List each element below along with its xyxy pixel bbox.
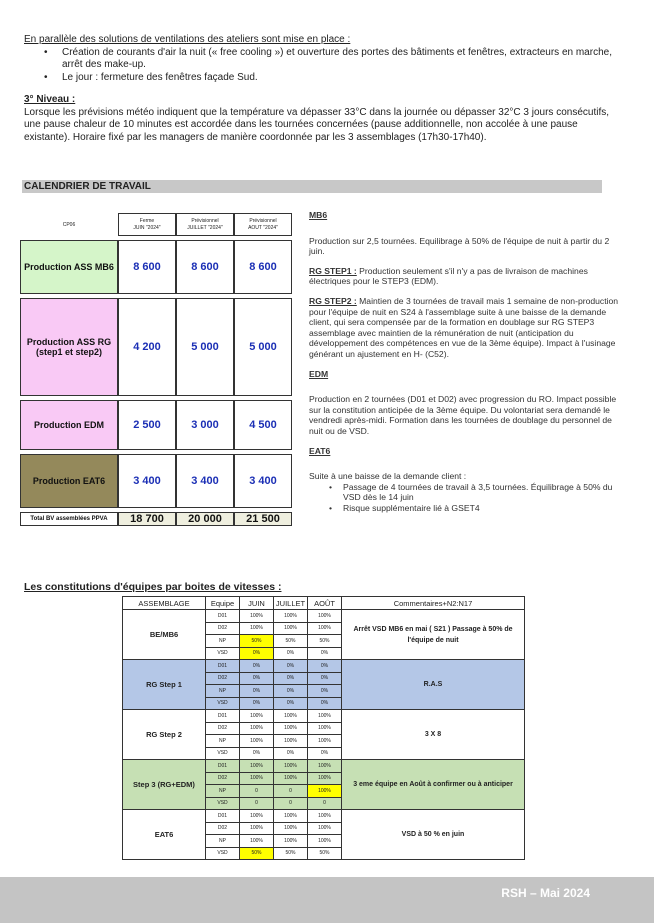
team-percent: 0 xyxy=(240,797,274,810)
production-value: 5 000 xyxy=(234,298,292,396)
production-header-row xyxy=(20,213,292,236)
team-percent: 0% xyxy=(308,660,342,673)
team-percent: 100% xyxy=(308,622,342,635)
team-percent: 100% xyxy=(274,772,308,785)
month-header-type: Ferme xyxy=(139,217,155,224)
team-percent: 100% xyxy=(308,735,342,748)
team-percent: 0% xyxy=(240,697,274,710)
team-comment: VSD à 50 % en juin xyxy=(342,810,525,860)
header-aout: AOÛT xyxy=(308,597,342,610)
production-value: 8 600 xyxy=(234,240,292,294)
team-row xyxy=(123,810,525,823)
production-value: 8 600 xyxy=(118,240,176,294)
team-percent: 100% xyxy=(274,810,308,823)
team-code: VSD xyxy=(206,647,240,660)
rg-step2-label: RG STEP2 : xyxy=(309,295,357,306)
intro-section xyxy=(24,34,624,144)
production-value: 4 200 xyxy=(118,298,176,396)
production-row-label: Production EDM xyxy=(20,400,118,450)
production-row xyxy=(20,240,292,294)
edm-text: Production en 2 tournées (D01 et D02) avec progression du RO. Impact possible sur la constitution anticipée de la 3ème équipe. Du volontariat sera demandé le vendredi après-midi. Formation dans les tournées de doublage du personnel de nuit ou de VSD. xyxy=(309,394,617,436)
team-percent: 100% xyxy=(240,822,274,835)
rg-step1-label: RG STEP1 : xyxy=(309,265,357,276)
eat6-bullet: • Risque supplémentaire lié à GSET4 xyxy=(329,503,621,514)
level-text: Lorsque les prévisions météo indiquent que la température va dépasser 33°C dans la journée ou dépasser 32°C 3 jours consécutifs, une pause chaleur de 10 minutes est accordée dans les tournées concernées (pause additionnelle, non accolée à une pause existante). Horaire fixé par les managers de manière coordonnée par les 3 assemblages (17h30-17h40). xyxy=(24,106,610,143)
production-value: 3 400 xyxy=(176,454,234,508)
team-percent: 100% xyxy=(274,610,308,623)
month-header-month: JUILLET "2024" xyxy=(187,224,223,231)
team-code: NP xyxy=(206,735,240,748)
team-percent: 100% xyxy=(240,810,274,823)
team-percent: 50% xyxy=(308,847,342,860)
team-percent: 50% xyxy=(274,847,308,860)
team-percent: 50% xyxy=(240,635,274,648)
production-value: 3 400 xyxy=(234,454,292,508)
team-code: D02 xyxy=(206,722,240,735)
teams-table xyxy=(122,596,525,860)
rg-step1-text: Production seulement s'il n'y a pas de livraison de machines électriques pour le STEP3 (EDM). xyxy=(309,265,588,287)
total-label: Total BV assemblées PPVA xyxy=(20,512,118,526)
team-percent: 50% xyxy=(240,847,274,860)
team-percent: 50% xyxy=(308,635,342,648)
eat6-bullets xyxy=(329,482,621,514)
intro-bullet: • Création de courants d'air la nuit (« free cooling ») et ouverture des portes des bâtiments et fenêtres, extracteurs en marche, arrêt des make-up. xyxy=(44,47,624,72)
total-row xyxy=(20,512,292,526)
team-percent: 100% xyxy=(274,835,308,848)
eat6-bullet: • Passage de 4 tournées de travail à 3,5 tournées. Équilibrage à 50% du VSD dès le 14 juin xyxy=(329,482,621,503)
team-percent: 0% xyxy=(240,672,274,685)
month-header-type: Prévisionnel xyxy=(191,217,219,224)
team-percent: 100% xyxy=(308,760,342,773)
team-percent: 100% xyxy=(240,622,274,635)
calendar-title: CALENDRIER DE TRAVAIL xyxy=(22,180,602,193)
header-juillet: JUILLET xyxy=(274,597,308,610)
production-value: 4 500 xyxy=(234,400,292,450)
team-comment: R.A.S xyxy=(342,660,525,710)
month-header-type: Prévisionnel xyxy=(249,217,277,224)
mb6-text: Production sur 2,5 tournées. Equilibrage à 50% de l'équipe de nuit à partir du 2 juin. xyxy=(309,235,610,257)
team-code: D01 xyxy=(206,810,240,823)
month-header-month: JUIN "2024" xyxy=(133,224,161,231)
team-percent: 0% xyxy=(308,747,342,760)
production-value: 3 000 xyxy=(176,400,234,450)
production-table xyxy=(20,213,292,526)
team-percent: 100% xyxy=(240,735,274,748)
edm-title: EDM xyxy=(309,368,329,379)
team-row xyxy=(123,660,525,673)
header-juin: JUIN xyxy=(240,597,274,610)
team-percent: 100% xyxy=(274,622,308,635)
team-percent: 0 xyxy=(308,797,342,810)
team-percent: 0% xyxy=(240,685,274,698)
month-header xyxy=(176,213,234,236)
intro-bullet: • Le jour : fermeture des fenêtres façade Sud. xyxy=(44,72,624,85)
level-title: 3° Niveau : xyxy=(24,94,76,105)
team-percent: 100% xyxy=(308,610,342,623)
team-percent: 100% xyxy=(274,710,308,723)
production-value: 8 600 xyxy=(176,240,234,294)
team-comment: Arrêt VSD MB6 en mai ( S21 ) Passage à 50% de l'équipe de nuit xyxy=(342,610,525,660)
assemblage-name: RG Step 2 xyxy=(123,710,206,760)
team-percent: 100% xyxy=(240,772,274,785)
team-percent: 100% xyxy=(274,722,308,735)
team-percent: 0% xyxy=(308,697,342,710)
team-percent: 100% xyxy=(308,822,342,835)
teams-header-row xyxy=(123,597,525,610)
team-percent: 0 xyxy=(274,797,308,810)
production-value: 3 400 xyxy=(118,454,176,508)
team-percent: 100% xyxy=(240,722,274,735)
footer-text: RSH – Mai 2024 xyxy=(501,886,590,900)
team-percent: 0% xyxy=(308,685,342,698)
team-percent: 0% xyxy=(240,747,274,760)
team-code: D01 xyxy=(206,710,240,723)
header-assemblage: ASSEMBLAGE xyxy=(123,597,206,610)
assemblage-name: Step 3 (RG+EDM) xyxy=(123,760,206,810)
team-percent: 0% xyxy=(274,672,308,685)
team-row xyxy=(123,610,525,623)
team-percent: 100% xyxy=(274,822,308,835)
notes-column xyxy=(309,210,621,513)
intro-bullets xyxy=(44,47,624,85)
team-percent: 100% xyxy=(308,772,342,785)
team-percent: 0 xyxy=(274,785,308,798)
team-percent: 100% xyxy=(240,710,274,723)
rg-step2-note xyxy=(309,296,621,360)
team-code: NP xyxy=(206,785,240,798)
month-header xyxy=(234,213,292,236)
team-percent: 0% xyxy=(274,685,308,698)
team-code: VSD xyxy=(206,847,240,860)
corner-label: CP06 xyxy=(62,221,76,228)
team-code: NP xyxy=(206,635,240,648)
production-row xyxy=(20,298,292,396)
team-code: VSD xyxy=(206,747,240,760)
assemblage-name: BE/MB6 xyxy=(123,610,206,660)
total-value: 20 000 xyxy=(176,512,234,526)
total-value: 21 500 xyxy=(234,512,292,526)
team-comment: 3 eme équipe en Août à confirmer ou à anticiper xyxy=(342,760,525,810)
team-code: NP xyxy=(206,685,240,698)
team-percent: 100% xyxy=(240,835,274,848)
assemblage-name: EAT6 xyxy=(123,810,206,860)
team-percent: 50% xyxy=(274,635,308,648)
team-percent: 0% xyxy=(274,697,308,710)
team-percent: 0% xyxy=(308,647,342,660)
production-row-label: Production ASS MB6 xyxy=(20,240,118,294)
team-percent: 0% xyxy=(274,647,308,660)
team-percent: 100% xyxy=(308,722,342,735)
team-code: D01 xyxy=(206,760,240,773)
team-code: VSD xyxy=(206,697,240,710)
team-code: D01 xyxy=(206,610,240,623)
header-commentaires: Commentaires+N2:N17 xyxy=(342,597,525,610)
team-code: D01 xyxy=(206,660,240,673)
team-percent: 100% xyxy=(308,835,342,848)
team-code: D02 xyxy=(206,672,240,685)
production-value: 5 000 xyxy=(176,298,234,396)
footer xyxy=(0,877,654,923)
team-percent: 0% xyxy=(274,660,308,673)
team-percent: 0 xyxy=(240,785,274,798)
production-row-label: Production ASS RG (step1 et step2) xyxy=(20,298,118,396)
rg-step2-text: Maintien de 3 tournées de travail mais 1 semaine de non-production pour l'équipe de nuit en S24 à l'assemblage suite à une baisse de la demande client, qui sera compensée par de la formation en doublage sur RG STEP3 assemblage avec maintien de la rémunération de nuit (anticipation du développement des compétences en vue de la 3ème équipe). Impact à l'usinage générant un ajustement en H- (C52). xyxy=(309,295,619,359)
month-header-month: AOUT "2024" xyxy=(248,224,278,231)
month-header xyxy=(118,213,176,236)
team-code: VSD xyxy=(206,797,240,810)
teams-title: Les constitutions d'équipes par boites de vitesses : xyxy=(24,581,282,593)
total-value: 18 700 xyxy=(118,512,176,526)
team-percent: 0% xyxy=(308,672,342,685)
team-percent: 100% xyxy=(308,710,342,723)
team-code: D02 xyxy=(206,822,240,835)
team-percent: 0% xyxy=(240,647,274,660)
team-percent: 0% xyxy=(274,747,308,760)
production-value: 2 500 xyxy=(118,400,176,450)
team-percent: 100% xyxy=(240,760,274,773)
team-percent: 0% xyxy=(240,660,274,673)
team-percent: 100% xyxy=(308,810,342,823)
header-equipe: Equipe xyxy=(206,597,240,610)
rg-step1-note xyxy=(309,266,621,287)
team-code: D02 xyxy=(206,622,240,635)
team-percent: 100% xyxy=(274,760,308,773)
team-percent: 100% xyxy=(274,735,308,748)
team-code: NP xyxy=(206,835,240,848)
intro-heading: En parallèle des solutions de ventilations des ateliers sont mise en place : xyxy=(24,34,351,45)
mb6-title: MB6 xyxy=(309,210,328,220)
team-row xyxy=(123,760,525,773)
team-row xyxy=(123,710,525,723)
eat6-title: EAT6 xyxy=(309,445,331,456)
production-row xyxy=(20,454,292,508)
eat6-intro: Suite à une baisse de la demande client : xyxy=(309,471,467,482)
team-percent: 100% xyxy=(240,610,274,623)
team-code: D02 xyxy=(206,772,240,785)
team-comment: 3 X 8 xyxy=(342,710,525,760)
team-percent: 100% xyxy=(308,785,342,798)
assemblage-name: RG Step 1 xyxy=(123,660,206,710)
production-row-label: Production EAT6 xyxy=(20,454,118,508)
production-row xyxy=(20,400,292,450)
